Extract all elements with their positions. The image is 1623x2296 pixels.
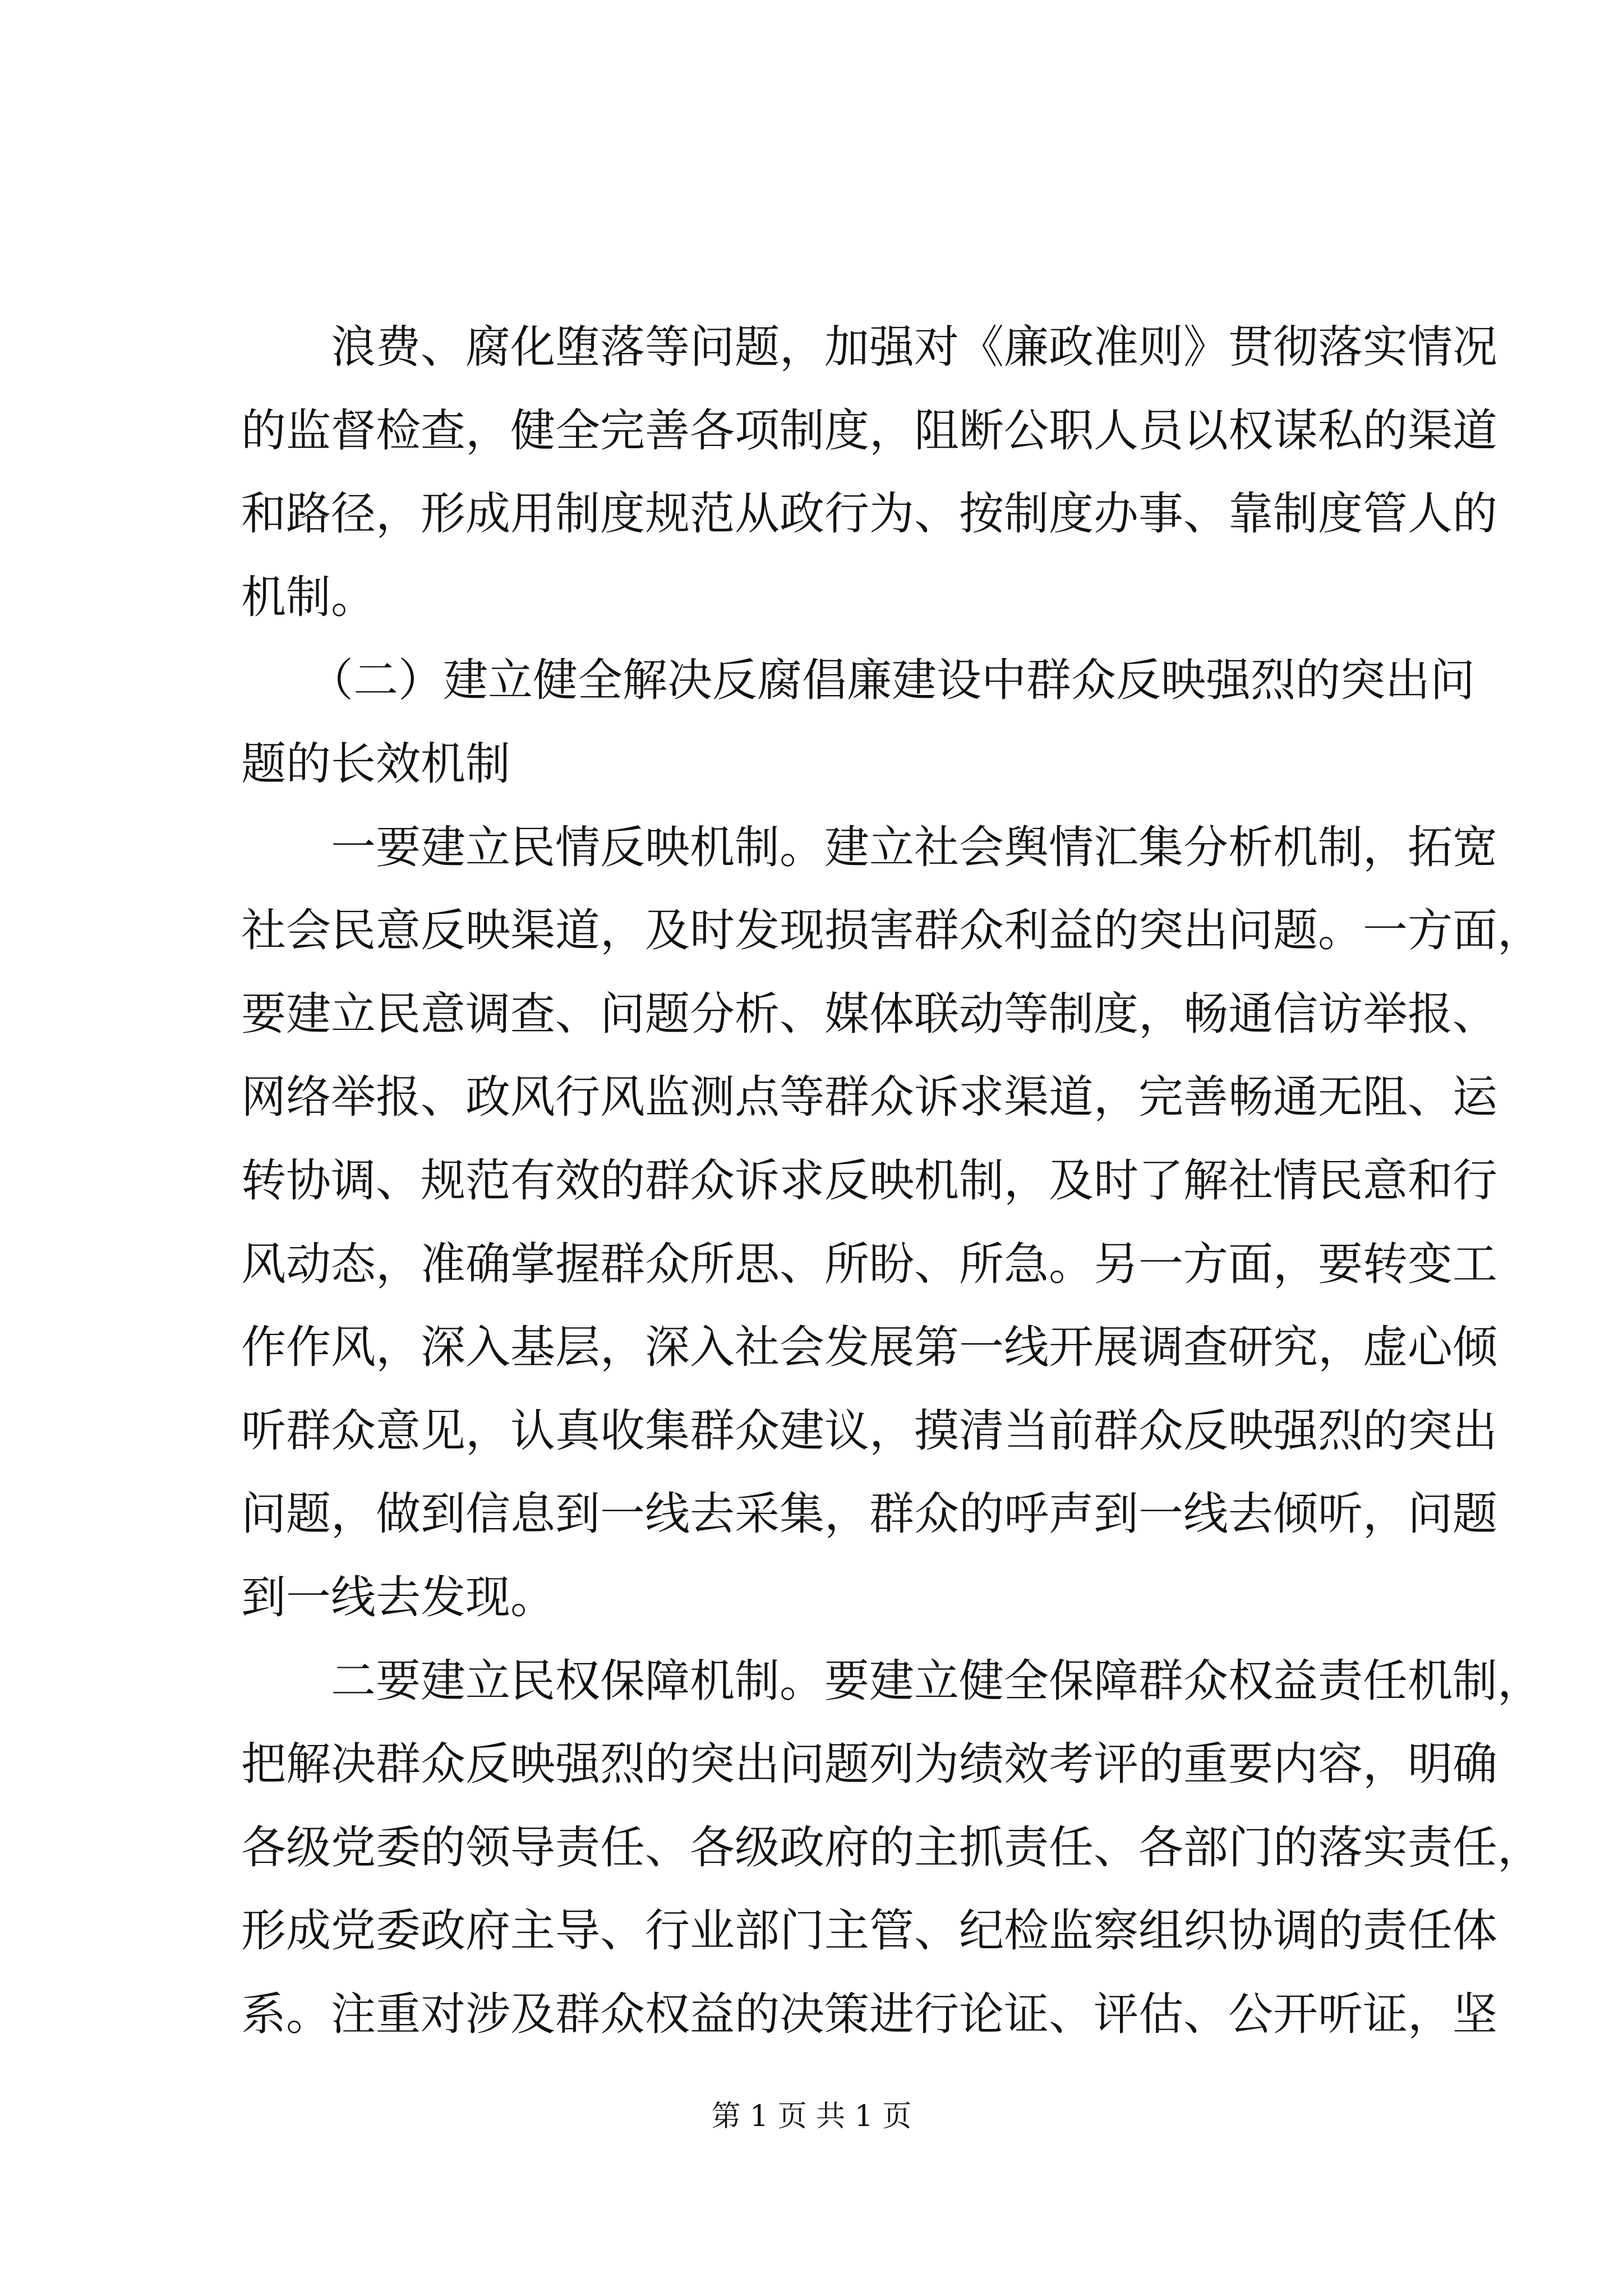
- text-line: 的监督检查，健全完善各项制度，阻断公职人员以权谋私的渠道: [241, 404, 1497, 457]
- text-line: 把解决群众反映强烈的突出问题列为绩效考评的重要内容，明确: [241, 1738, 1497, 1791]
- page-number-footer: 第 1 页 共 1 页: [711, 2100, 912, 2133]
- text-line: 系。注重对涉及群众权益的决策进行论证、评估、公开听证，坚: [241, 1987, 1497, 2040]
- section-heading-line: 题的长效机制: [241, 737, 510, 790]
- text-line: 和路径，形成用制度规范从政行为、按制度办事、靠制度管人的: [241, 487, 1497, 540]
- text-line: 风动态，准确掌握群众所思、所盼、所急。另一方面，要转变工: [241, 1237, 1497, 1290]
- text-line: 机制。: [241, 570, 376, 623]
- text-line: 转协调、规范有效的群众诉求反映机制，及时了解社情民意和行: [241, 1154, 1497, 1207]
- text-line: 听群众意见，认真收集群众建议，摸清当前群众反映强烈的突出: [241, 1404, 1497, 1457]
- text-line: 要建立民意调查、问题分析、媒体联动等制度，畅通信访举报、: [241, 987, 1497, 1040]
- text-line: 浪费、腐化堕落等问题，加强对《廉政准则》贯彻落实情况: [241, 321, 1497, 373]
- text-line: 形成党委政府主导、行业部门主管、纪检监察组织协调的责任体: [241, 1904, 1497, 1957]
- text-line: 作作风，深入基层，深入社会发展第一线开展调查研究，虚心倾: [241, 1321, 1497, 1374]
- text-line: 各级党委的领导责任、各级政府的主抓责任、各部门的落实责任，: [241, 1821, 1542, 1874]
- text-line: 二要建立民权保障机制。要建立健全保障群众权益责任机制，: [241, 1654, 1542, 1707]
- text-line: 一要建立民情反映机制。建立社会舆情汇集分析机制，拓宽: [241, 821, 1497, 873]
- text-line: 问题，做到信息到一线去采集，群众的呼声到一线去倾听，问题: [241, 1488, 1497, 1540]
- text-line: 网络举报、政风行风监测点等群众诉求渠道，完善畅通无阻、运: [241, 1071, 1497, 1124]
- text-line: 社会民意反映渠道，及时发现损害群众利益的突出问题。一方面，: [241, 904, 1542, 957]
- text-line: 到一线去发现。: [241, 1571, 555, 1623]
- section-heading-line: （二）建立健全解决反腐倡廉建设中群众反映强烈的突出问: [241, 654, 1475, 707]
- document-body: [241, 306, 1542, 2056]
